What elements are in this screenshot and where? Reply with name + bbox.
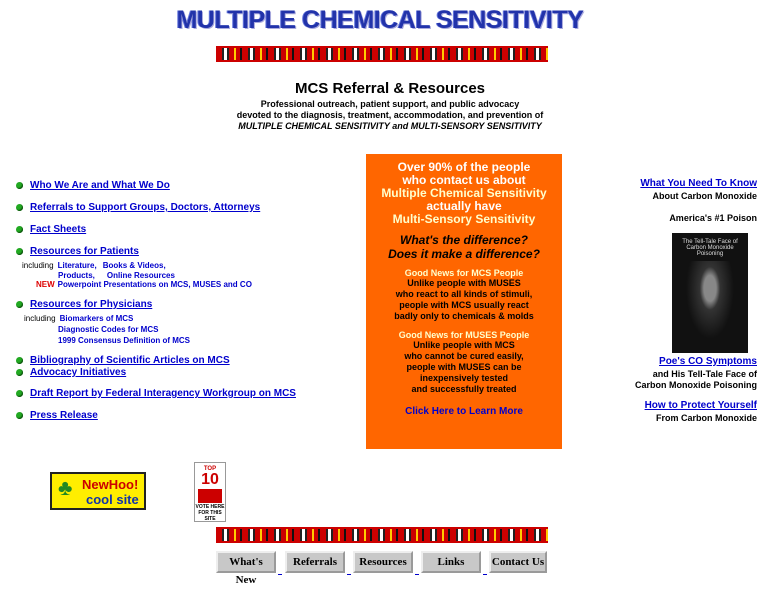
nav-item-draft-report[interactable] — [16, 388, 296, 399]
mcs-line2: who react to all kinds of stimuli, — [395, 289, 533, 299]
bullet-icon — [16, 226, 23, 233]
box-line3: Multiple Chemical Sensitivity — [381, 186, 547, 200]
link-underline — [483, 574, 487, 575]
bullet-icon — [16, 412, 23, 419]
links-button[interactable]: Links — [421, 551, 481, 573]
nav-item-fact-sheets[interactable] — [16, 224, 86, 235]
poe-text2: Carbon Monoxide Poisoning — [635, 380, 757, 390]
bullet-icon — [16, 182, 23, 189]
nav-link-press-release[interactable]: Press Release — [30, 410, 98, 421]
bullet-icon — [16, 248, 23, 255]
site-title-banner — [0, 6, 760, 35]
link-literature[interactable]: Literature, — [57, 261, 97, 270]
box-line1: Over 90% of the people — [397, 160, 531, 174]
link-underline — [347, 574, 351, 575]
ten-text: 10 — [201, 471, 219, 488]
top10-vote-badge[interactable] — [194, 462, 226, 522]
poe-section — [612, 356, 757, 423]
muses-line3: people with MUSES can be — [406, 362, 522, 372]
decorative-divider-bottom — [216, 527, 548, 543]
header-line1: Professional outreach, patient support, and public advocacy — [260, 99, 520, 109]
link-biomarkers[interactable]: Biomarkers of MCS — [59, 314, 134, 323]
nav-link-draft-report[interactable]: Draft Report by Federal Interagency Workgroup on MCS — [30, 388, 296, 399]
co-need-to-know-link[interactable]: What You Need To Know — [640, 178, 757, 189]
mcs-line4: badly only to chemicals & molds — [394, 311, 534, 321]
mcs-line3: people with MCS usually react — [399, 300, 529, 310]
muses-info-box — [366, 154, 562, 449]
vote-graphic — [198, 489, 222, 503]
patients-sublinks-row2 — [58, 271, 181, 280]
vote-text: VOTE HERE FOR THIS SITE — [195, 504, 225, 522]
cool-site-text: cool site — [86, 492, 139, 507]
header-line3: MULTIPLE CHEMICAL SENSITIVITY and MULTI-SENSORY SENSITIVITY — [238, 121, 542, 131]
mcs-line1: Unlike people with MUSES — [407, 278, 521, 288]
box-question2: Does it make a difference? — [388, 247, 540, 261]
nav-item-press-release[interactable] — [16, 410, 98, 421]
patients-sublinks-row1 — [22, 261, 172, 270]
nav-link-advocacy[interactable]: Advocacy Initiatives — [30, 367, 127, 378]
top-text: TOP — [203, 466, 217, 472]
bullet-icon — [16, 357, 23, 364]
including-label: including — [24, 314, 56, 323]
nav-link-patients[interactable]: Resources for Patients — [30, 246, 139, 257]
physicians-sublinks-row1 — [24, 314, 139, 323]
link-underline — [278, 574, 282, 575]
muses-line5: and successfully treated — [411, 384, 517, 394]
nav-link-bibliography[interactable]: Bibliography of Scientific Articles on MCS — [30, 355, 230, 366]
contact-us-button[interactable]: Contact Us — [489, 551, 547, 573]
carbon-monoxide-column — [612, 178, 757, 223]
co-text1: About Carbon Monoxide — [652, 191, 757, 201]
referrals-button[interactable]: Referrals — [285, 551, 345, 573]
nav-item-advocacy[interactable] — [16, 367, 126, 378]
palm-tree-icon: ♣ — [58, 475, 73, 500]
learn-more-link[interactable]: Click Here to Learn More — [405, 406, 523, 417]
poe-symptoms-link[interactable]: Poe's CO Symptoms — [659, 356, 757, 367]
co-text2: America's #1 Poison — [669, 213, 757, 223]
muses-line4: inexpensively tested — [419, 373, 509, 383]
link-consensus-definition[interactable]: 1999 Consensus Definition of MCS — [58, 336, 191, 345]
protect-text: From Carbon Monoxide — [656, 413, 757, 423]
bullet-icon — [16, 301, 23, 308]
link-books-videos[interactable]: Books & Videos, — [102, 261, 166, 270]
page-title: MCS Referral & Resources — [294, 80, 486, 97]
poe-text1: and His Tell-Tale Face of — [652, 369, 757, 379]
newhoo-text: NewHoo! — [82, 477, 139, 492]
box-line2: who contact us about — [402, 173, 526, 187]
mcs-good-news-heading: Good News for MCS People — [404, 268, 524, 278]
muses-line1: Unlike people with MCS — [413, 340, 515, 350]
link-diagnostic-codes[interactable]: Diagnostic Codes for MCS — [58, 325, 159, 334]
nav-item-patients[interactable] — [16, 246, 139, 257]
bullet-icon — [16, 369, 23, 376]
including-label: including — [22, 261, 54, 270]
site-title: MULTIPLE CHEMICAL SENSITIVITY — [176, 6, 584, 34]
nav-link-referrals[interactable]: Referrals to Support Groups, Doctors, Attorneys — [30, 202, 261, 213]
new-badge: NEW — [36, 280, 55, 289]
link-powerpoint[interactable]: Powerpoint Presentations on MCS, MUSES and CO — [57, 280, 252, 289]
link-online-resources[interactable]: Online Resources — [106, 271, 175, 280]
poe-portrait — [686, 261, 734, 339]
nav-link-fact-sheets[interactable]: Fact Sheets — [30, 224, 87, 235]
link-products[interactable]: Products, — [58, 271, 95, 280]
book-title: The Tell-Tale Face of Carbon Monoxide Poisoning — [682, 239, 738, 257]
tell-tale-face-image[interactable] — [672, 233, 748, 353]
decorative-divider-top — [216, 46, 548, 62]
resources-button[interactable]: Resources — [353, 551, 413, 573]
nav-item-bibliography[interactable] — [16, 355, 230, 366]
nav-link-who[interactable]: Who We Are and What We Do — [30, 180, 170, 191]
box-line5: Multi-Sensory Sensitivity — [392, 212, 536, 226]
bullet-icon — [16, 204, 23, 211]
nav-item-referrals[interactable] — [16, 202, 260, 213]
physicians-sublinks-row3 — [58, 336, 196, 345]
muses-line2: who cannot be cured easily, — [404, 351, 524, 361]
nav-item-who[interactable] — [16, 180, 170, 191]
link-underline — [415, 574, 419, 575]
protect-yourself-link[interactable]: How to Protect Yourself — [644, 400, 757, 411]
whats-new-button[interactable]: What's New — [216, 551, 276, 573]
muses-good-news-heading: Good News for MUSES People — [398, 330, 530, 340]
header-line2: devoted to the diagnosis, treatment, accommodation, and prevention of — [236, 110, 544, 120]
powerpoint-row — [36, 280, 258, 289]
newhoo-cool-site-badge[interactable] — [50, 472, 146, 510]
box-line4: actually have — [426, 199, 502, 213]
nav-item-physicians[interactable] — [16, 299, 152, 310]
nav-link-physicians[interactable]: Resources for Physicians — [30, 299, 153, 310]
box-question1: What's the difference? — [400, 233, 528, 247]
bullet-icon — [16, 390, 23, 397]
header-block — [200, 80, 580, 132]
physicians-sublinks-row2 — [58, 325, 164, 334]
